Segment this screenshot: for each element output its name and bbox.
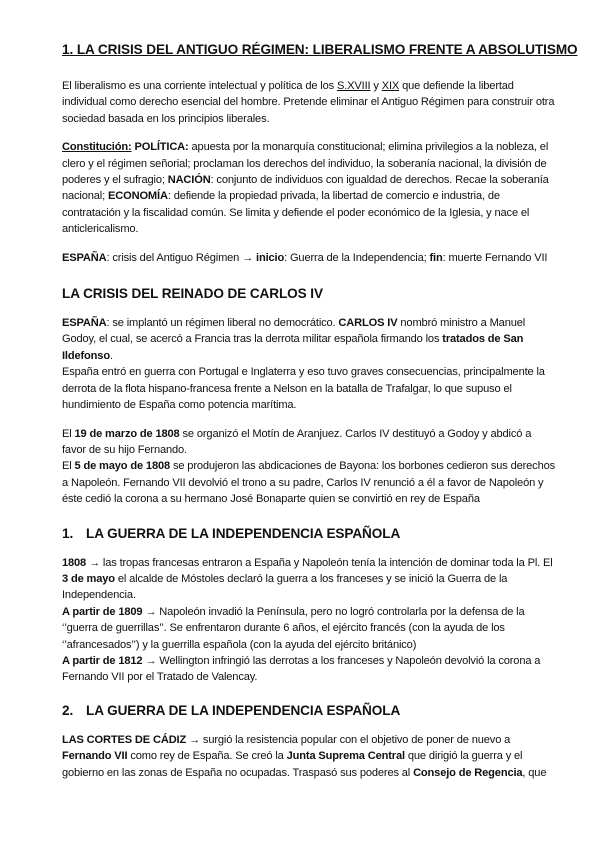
- politica-label: POLÍTICA:: [134, 141, 189, 154]
- cortes-text: → surgió la resistencia popular con el objetivo de poner de nuevo a: [186, 733, 511, 746]
- section-heading-guerra-1: [62, 524, 556, 543]
- guerra-text: el alcalde de Móstoles declaró la guerra a los franceses y se inició la Guerra de la Independencia.: [62, 572, 508, 602]
- fin-label: fin: [429, 251, 443, 264]
- guerra-text: → las tropas francesas entraron a España y Napoleón tenía la intención de dominar toda la Pl. El: [86, 556, 553, 569]
- junta-label: Junta Suprema Central: [286, 750, 405, 763]
- year-1812-label: A partir de 1812: [62, 654, 143, 667]
- bayona-text: El: [62, 460, 75, 473]
- intro-text: El liberalismo es una corriente intelectual y política de los: [62, 80, 337, 92]
- section-heading-carlos: LA CRISIS DEL REINADO DE CARLOS IV: [62, 286, 323, 302]
- espana-text: : crisis del Antiguo Régimen →: [106, 251, 257, 264]
- link-xix[interactable]: XIX: [381, 80, 400, 92]
- link-s-xviii[interactable]: S.XVIII: [336, 80, 371, 92]
- year-1809-label: A partir de 1809: [62, 605, 143, 618]
- aranjuez-text: se organizó el Motín de Aranjuez. Carlos IV destituyó a Godoy y abdicó a favor de su hijo Fernando.: [62, 427, 532, 456]
- economia-label: ECONOMÍA: [108, 190, 168, 203]
- intro-paragraph: [62, 78, 556, 127]
- espana-text: : muerte Fernando VII: [442, 251, 548, 264]
- carlos-text: España entró en guerra con Portugal e Inglaterra y eso tuvo graves consecuencias, principalmente la derrota de la flota hispano-francesa frente a Nelson en la batalla de Trafalgar, lo que supuso el hundimiento de España como potencia marítima.: [62, 366, 545, 412]
- nacion-label: NACIÓN: [167, 174, 211, 187]
- date-19-marzo: 19 de marzo de 1808: [74, 427, 180, 440]
- cortes-text: que dirigió la guerra y el gobierno en las zonas de España no ocupadas. Traspasó sus poderes al: [62, 750, 523, 779]
- guerra-text: → Napoleón invadió la Península, pero no logró controlarla por la defensa de la ‘’guerra de guerrillas’’. Se enfrentaron durante 6 años, el ejército francés (con la ayuda de los ‘’afrancesados’’) y la guerrilla española (con la ayuda del ejército británico): [62, 605, 525, 651]
- fernando-label: Fernando VII: [62, 750, 128, 763]
- aranjuez-text: El: [62, 427, 75, 440]
- section-title: LA GUERRA DE LA INDEPENDENCIA ESPAÑOLA: [86, 525, 401, 541]
- guerra-1-paragraph: [62, 555, 556, 686]
- carlos-paragraph: [62, 315, 556, 413]
- nacion-text: : conjunto de individuos con igualdad de derechos. Recae la soberanía nacional;: [62, 174, 549, 203]
- espana-text: : Guerra de la Independencia;: [284, 251, 430, 264]
- bayona-text: se produjeron las abdicaciones de Bayona: los borbones cedieron sus derechos a Napoleón. Fernando VII devolvió el trono a su padre, Carlos IV renunció a él a favor de Napoleón y éste cedió la corona a su hermano José Bonaparte quien se convirtió en rey de España: [62, 460, 556, 506]
- inicio-label: inicio: [256, 251, 285, 264]
- section-number: 1.: [62, 525, 74, 541]
- constitucion-label: Constitución:: [62, 141, 132, 154]
- cortes-text: , que: [522, 766, 547, 779]
- intro-text: y: [370, 80, 382, 92]
- consejo-label: Consejo de Regencia: [413, 766, 523, 779]
- cortes-label: LAS CORTES DE CÁDIZ: [62, 733, 187, 746]
- politica-text: apuesta por la monarquía constitucional; elimina privilegios a la nobleza, el clero y el régimen señorial; proclaman los derechos del individuo, la soberanía nacional, la división de poderes y el sufragio;: [62, 141, 549, 187]
- cortes-paragraph: [62, 732, 556, 781]
- carlos-iv-label: CARLOS IV: [338, 317, 398, 330]
- year-1808-label: 1808: [62, 556, 87, 569]
- section-number: 2.: [62, 702, 74, 718]
- espana-crisis-paragraph: [62, 250, 556, 266]
- guerra-text: → Wellington infringió las derrotas a los franceses y Napoleón devolvió la corona a Fernando VII por el Tratado de Valencay.: [62, 654, 541, 684]
- aranjuez-paragraph: [62, 426, 556, 508]
- section-title: LA GUERRA DE LA INDEPENDENCIA ESPAÑOLA: [86, 702, 401, 718]
- espana-label: ESPAÑA: [62, 317, 107, 330]
- tratados-label: tratados de San Ildefonso: [62, 333, 524, 362]
- page-title: 1. LA CRISIS DEL ANTIGUO RÉGIMEN: LIBERALISMO FRENTE A ABSOLUTISMO: [62, 42, 578, 57]
- espana-label: ESPAÑA: [62, 251, 107, 264]
- carlos-text: .: [109, 349, 113, 362]
- section-heading-guerra-2: [62, 701, 556, 720]
- economia-text: : defiende la propiedad privada, la libertad de comercio e industria, de contratación y la fiscalidad común. Se limita y defiende el poder económico de la Iglesia, y nace el anticlericalismo.: [62, 190, 530, 236]
- intro-text: que defiende la libertad individual como derecho esencial del hombre. Pretende eliminar el Antiguo Régimen para construir otra sociedad basada en los principios liberales.: [62, 80, 555, 125]
- carlos-text: : se implantó un régimen liberal no democrático.: [106, 317, 339, 330]
- mayo-label: 3 de mayo: [62, 572, 115, 585]
- constitucion-paragraph: [62, 139, 556, 237]
- cortes-text: como rey de España. Se creó la: [127, 750, 287, 763]
- carlos-text: nombró ministro a Manuel Godoy, el cual, se acercó a Francia tras la derrota militar española firmando los: [62, 317, 526, 346]
- date-5-mayo: 5 de mayo de 1808: [74, 460, 171, 473]
